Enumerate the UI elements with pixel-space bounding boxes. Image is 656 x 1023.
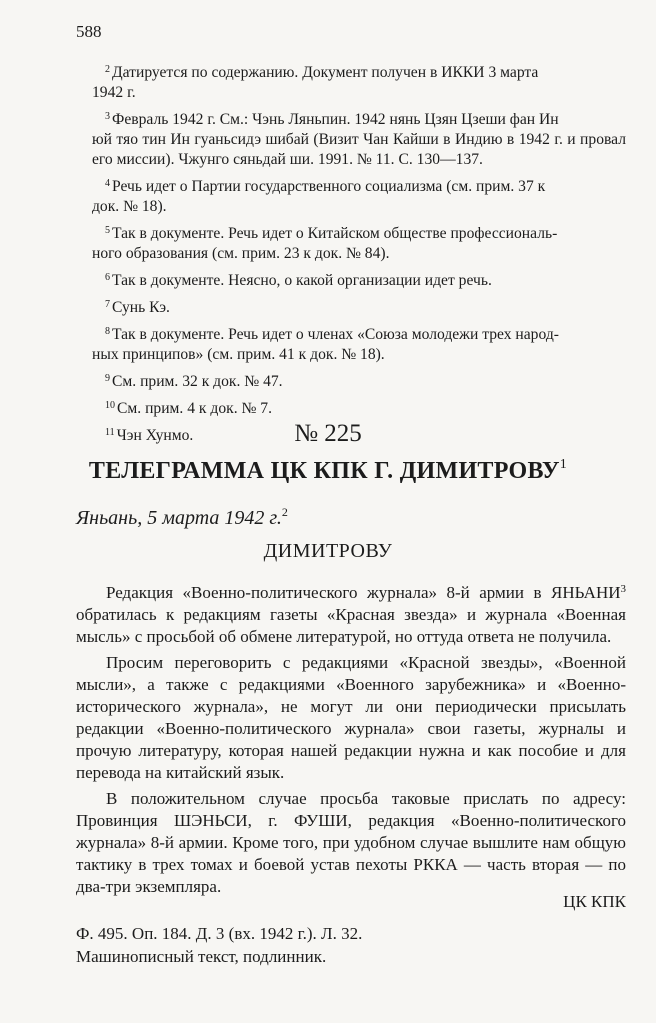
- footnote-text-continued: 1942 г.: [92, 84, 136, 101]
- footnote: [92, 322, 626, 365]
- document-body: [76, 578, 626, 902]
- footnote-text: Сунь Кэ.: [112, 299, 170, 316]
- addressee: ДИМИТРОВУ: [263, 540, 393, 562]
- place-date-footnote-ref: 2: [281, 505, 288, 519]
- signature: ЦК КПК: [563, 892, 626, 911]
- document-number: № 225: [294, 420, 362, 447]
- footnote-number: 10: [105, 400, 115, 411]
- document-title: [0, 457, 656, 485]
- footnote-text-continued: юй тяо тин Ин гуаньсидэ шибай (Визит Чан Кайши в Индию в 1942 г. и провал его миссии). Чжунго сяньдай ши. 1991. № 11. С. 130—137.: [92, 131, 626, 168]
- footnote-text-continued: ных принципов» (см. прим. 41 к док. № 18).: [92, 346, 385, 363]
- footnote-number: 8: [105, 326, 110, 337]
- document-title-text: ТЕЛЕГРАММА ЦК КПК Г. ДИМИТРОВУ: [88, 458, 560, 484]
- footnote-text: Так в документе. Неясно, о какой организации идет речь.: [112, 272, 492, 289]
- footnote-number: 11: [105, 427, 115, 438]
- footnote: [105, 396, 626, 419]
- body-footnote-ref: 3: [620, 583, 626, 595]
- footnote-number: 9: [105, 373, 110, 384]
- archive-note-line: Машинописный текст, подлинник.: [76, 947, 327, 966]
- footnote-text-continued: док. № 18).: [92, 198, 167, 215]
- footnote-text-continued: ного образования (см. прим. 23 к док. № 84).: [92, 245, 390, 262]
- archive-ref-line: Ф. 495. Оп. 184. Д. 3 (вх. 1942 г.). Л. 32.: [76, 924, 363, 943]
- footnote-text: Датируется по содержанию. Документ получен в ИККИ 3 марта: [112, 64, 539, 81]
- place-date: [76, 505, 288, 530]
- footnote: [105, 369, 626, 392]
- paragraph-text: обратилась к редакциям газеты «Красная звезда» и журнала «Военная мысль» с просьбой об обмене литературой, но оттуда ответа не получила.: [76, 605, 626, 646]
- body-paragraph: Просим переговорить с редакциями «Красной звезды», «Военной мысли», а также с редакциями «Военного зарубежника» и «Военно-исторического журнала», не могут ли они периодически присылать редакции «Военно-политического журнала» свои газеты, журналы и прочую литературу, которая нашей редакции нужна и как пособие и для перевода на китайский язык.: [76, 653, 626, 782]
- footnote: [105, 268, 626, 291]
- footnote-text: Речь идет о Партии государственного социализма (см. прим. 37 к: [112, 178, 546, 195]
- footnote-text: Так в документе. Речь идет о членах «Союза молодежи трех народ-: [112, 326, 559, 343]
- footnote: [92, 221, 626, 264]
- footnote: [105, 295, 626, 318]
- footnote-text: Чэн Хунмо.: [116, 427, 194, 444]
- paragraph-text: Редакция «Военно-политического журнала» 8-й армии в ЯНЬАНИ: [106, 583, 621, 602]
- footnote-text: Февраль 1942 г. См.: Чэнь Ляньпин. 1942 нянь Цзян Цзеши фан Ин: [112, 111, 559, 128]
- footnote-number: 3: [105, 111, 110, 122]
- place-date-text: Яньань, 5 марта 1942 г.: [76, 507, 282, 529]
- page-number: 588: [76, 22, 102, 41]
- footnote-text: См. прим. 4 к док. № 7.: [117, 400, 272, 417]
- footnote-number: 6: [105, 272, 110, 283]
- title-footnote-ref: 1: [559, 457, 568, 472]
- archive-reference: [76, 922, 362, 968]
- footnote-number: 2: [105, 64, 110, 75]
- body-paragraph: [76, 578, 626, 648]
- footnote-number: 4: [105, 178, 110, 189]
- footnote-number: 7: [105, 299, 110, 310]
- footnotes: [92, 60, 626, 450]
- footnote: [92, 174, 626, 217]
- footnote-text: Так в документе. Речь идет о Китайском обществе профессиональ-: [112, 225, 558, 242]
- footnote: [92, 107, 626, 170]
- footnote: [92, 60, 626, 103]
- footnote-number: 5: [105, 225, 110, 236]
- footnote-text: См. прим. 32 к док. № 47.: [112, 373, 283, 390]
- body-paragraph: В положительном случае просьба таковые прислать по адресу: Провинция ШЭНЬСИ, г. ФУШИ, редакция «Военно-политического журнала» 8-й армии. Кроме того, при удобном случае вышлите нам общую тактику в трех томах и боевой устав пехоты РККА — часть вторая — по два-три экземпляра.: [76, 789, 626, 896]
